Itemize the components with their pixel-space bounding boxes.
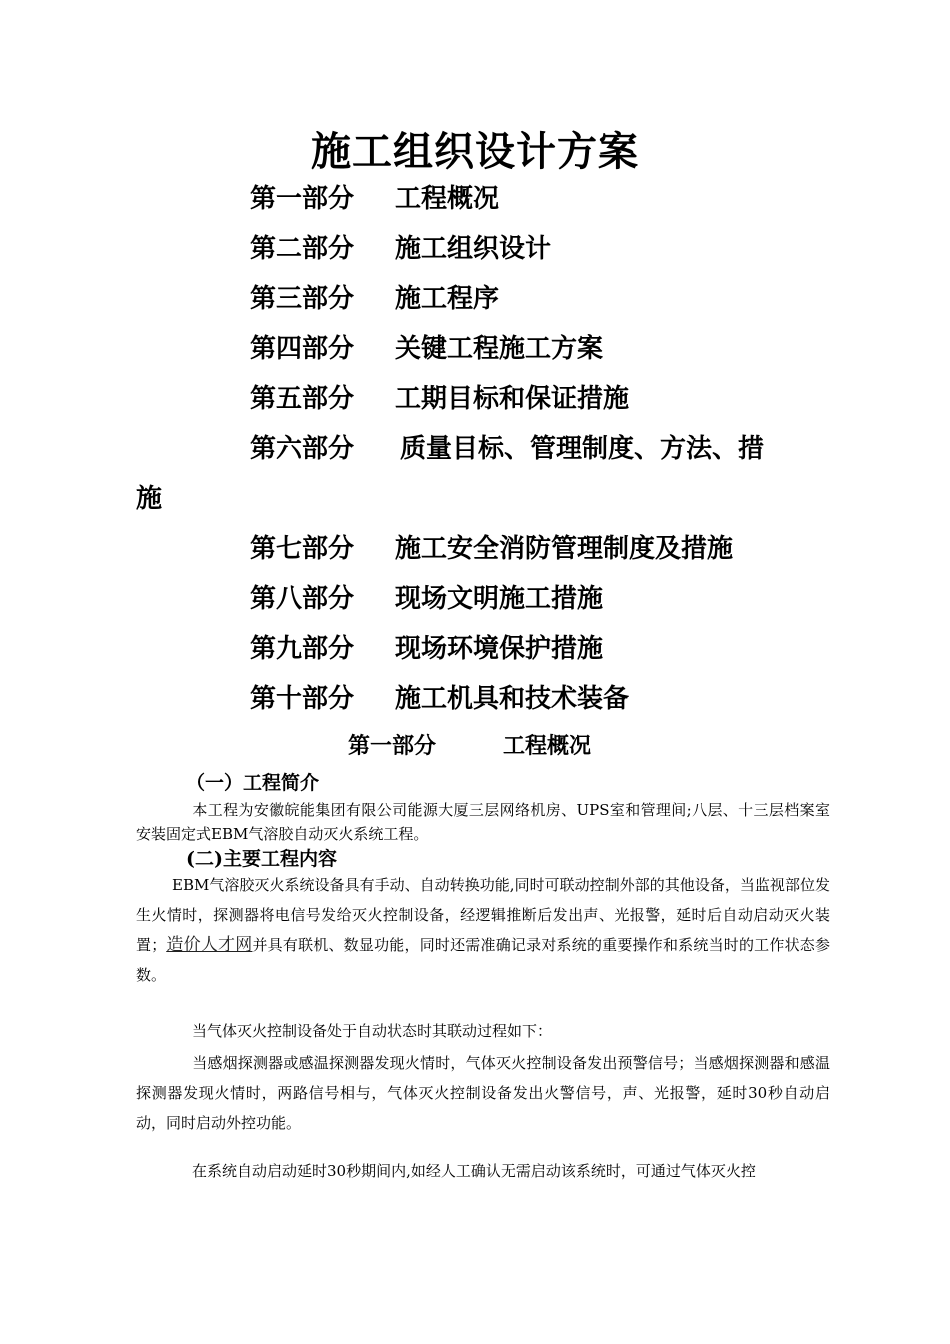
toc-part-number: 第七部分 bbox=[250, 534, 355, 564]
section-part-name: 工程概况 bbox=[503, 733, 592, 759]
scope-text-after-link: 并具有联机、数显功能，同时还需准确记录对系统的重要操作和系统当时的工作状态参数。 bbox=[136, 936, 830, 984]
scope-text-4: 在系统自动启动延时30秒期间内,如经人工确认无需启动该系统时，可通过气体灭火控 bbox=[192, 1162, 756, 1180]
toc-part-number: 第六部分 bbox=[250, 434, 355, 464]
toc-part-number: 第九部分 bbox=[250, 634, 355, 664]
page-title: 施工组织设计方案 bbox=[311, 128, 639, 175]
toc-part-name: 工程概况 bbox=[395, 184, 500, 214]
overview-paragraph bbox=[136, 798, 830, 846]
toc-item-2 bbox=[250, 226, 850, 276]
table-of-contents-continued bbox=[250, 526, 850, 726]
subsection-heading-scope: (二)主要工程内容 bbox=[186, 848, 337, 870]
toc-item-10 bbox=[250, 676, 850, 726]
scope-paragraph-1 bbox=[136, 870, 830, 990]
scope-text-3: 当感烟探测器或感温探测器发现火情时，气体灭火控制设备发出预警信号；当感烟探测器和感温探测器发现火情时，两路信号相与，气体灭火控制设备发出火警信号，声、光报警，延时30秒自动启动，同时启动外控功能。 bbox=[136, 1054, 830, 1132]
toc-item-3 bbox=[250, 276, 850, 326]
toc-part-number: 第一部分 bbox=[250, 184, 355, 214]
site-link[interactable]: 造价人才网 bbox=[166, 935, 253, 955]
toc-part-number: 第四部分 bbox=[250, 334, 355, 364]
section-part-number: 第一部分 bbox=[348, 733, 437, 759]
toc-part-name: 现场文明施工措施 bbox=[395, 584, 604, 614]
toc-item-6-wrap: 施 bbox=[136, 484, 163, 514]
toc-part-name: 关键工程施工方案 bbox=[395, 334, 604, 364]
toc-item-6 bbox=[250, 426, 850, 476]
toc-part-name: 质量目标、管理制度、方法、措 bbox=[400, 434, 765, 464]
section-heading bbox=[348, 728, 591, 764]
toc-item-7 bbox=[250, 526, 850, 576]
toc-item-8 bbox=[250, 576, 850, 626]
scope-paragraph-4 bbox=[136, 1156, 830, 1186]
toc-part-name: 施工程序 bbox=[395, 284, 500, 314]
scope-text-before-link: EBM气溶胶灭火系统设备具有手动、自动转换功能,同时可联动控制外部的其他设备，当监视部位发生火情时，探测器将电信号发给灭火控制设备，经逻辑推断后发出声、光报警，延时后自动启动灭火装置； bbox=[136, 876, 830, 954]
table-of-contents bbox=[250, 176, 850, 476]
toc-part-number: 第二部分 bbox=[250, 234, 355, 264]
toc-item-5 bbox=[250, 376, 850, 426]
toc-item-4 bbox=[250, 326, 850, 376]
toc-part-name: 工期目标和保证措施 bbox=[395, 384, 630, 414]
toc-part-name: 施工组织设计 bbox=[395, 234, 552, 264]
toc-item-9 bbox=[250, 626, 850, 676]
toc-part-name: 施工安全消防管理制度及措施 bbox=[395, 534, 734, 564]
toc-part-name: 施工机具和技术装备 bbox=[395, 684, 630, 714]
scope-paragraph-3 bbox=[136, 1048, 830, 1138]
toc-part-name: 现场环境保护措施 bbox=[395, 634, 604, 664]
toc-part-number: 第五部分 bbox=[250, 384, 355, 414]
toc-part-number: 第十部分 bbox=[250, 684, 355, 714]
scope-paragraph-2 bbox=[136, 1016, 830, 1046]
toc-part-number: 第八部分 bbox=[250, 584, 355, 614]
subsection-heading-overview: （一）工程简介 bbox=[186, 772, 320, 794]
overview-text: 本工程为安徽皖能集团有限公司能源大厦三层网络机房、UPS室和管理间;八层、十三层档案室安装固定式EBM气溶胶自动灭火系统工程。 bbox=[136, 801, 830, 843]
toc-item-1 bbox=[250, 176, 850, 226]
toc-part-number: 第三部分 bbox=[250, 284, 355, 314]
scope-text-2: 当气体灭火控制设备处于自动状态时其联动过程如下： bbox=[192, 1022, 553, 1040]
